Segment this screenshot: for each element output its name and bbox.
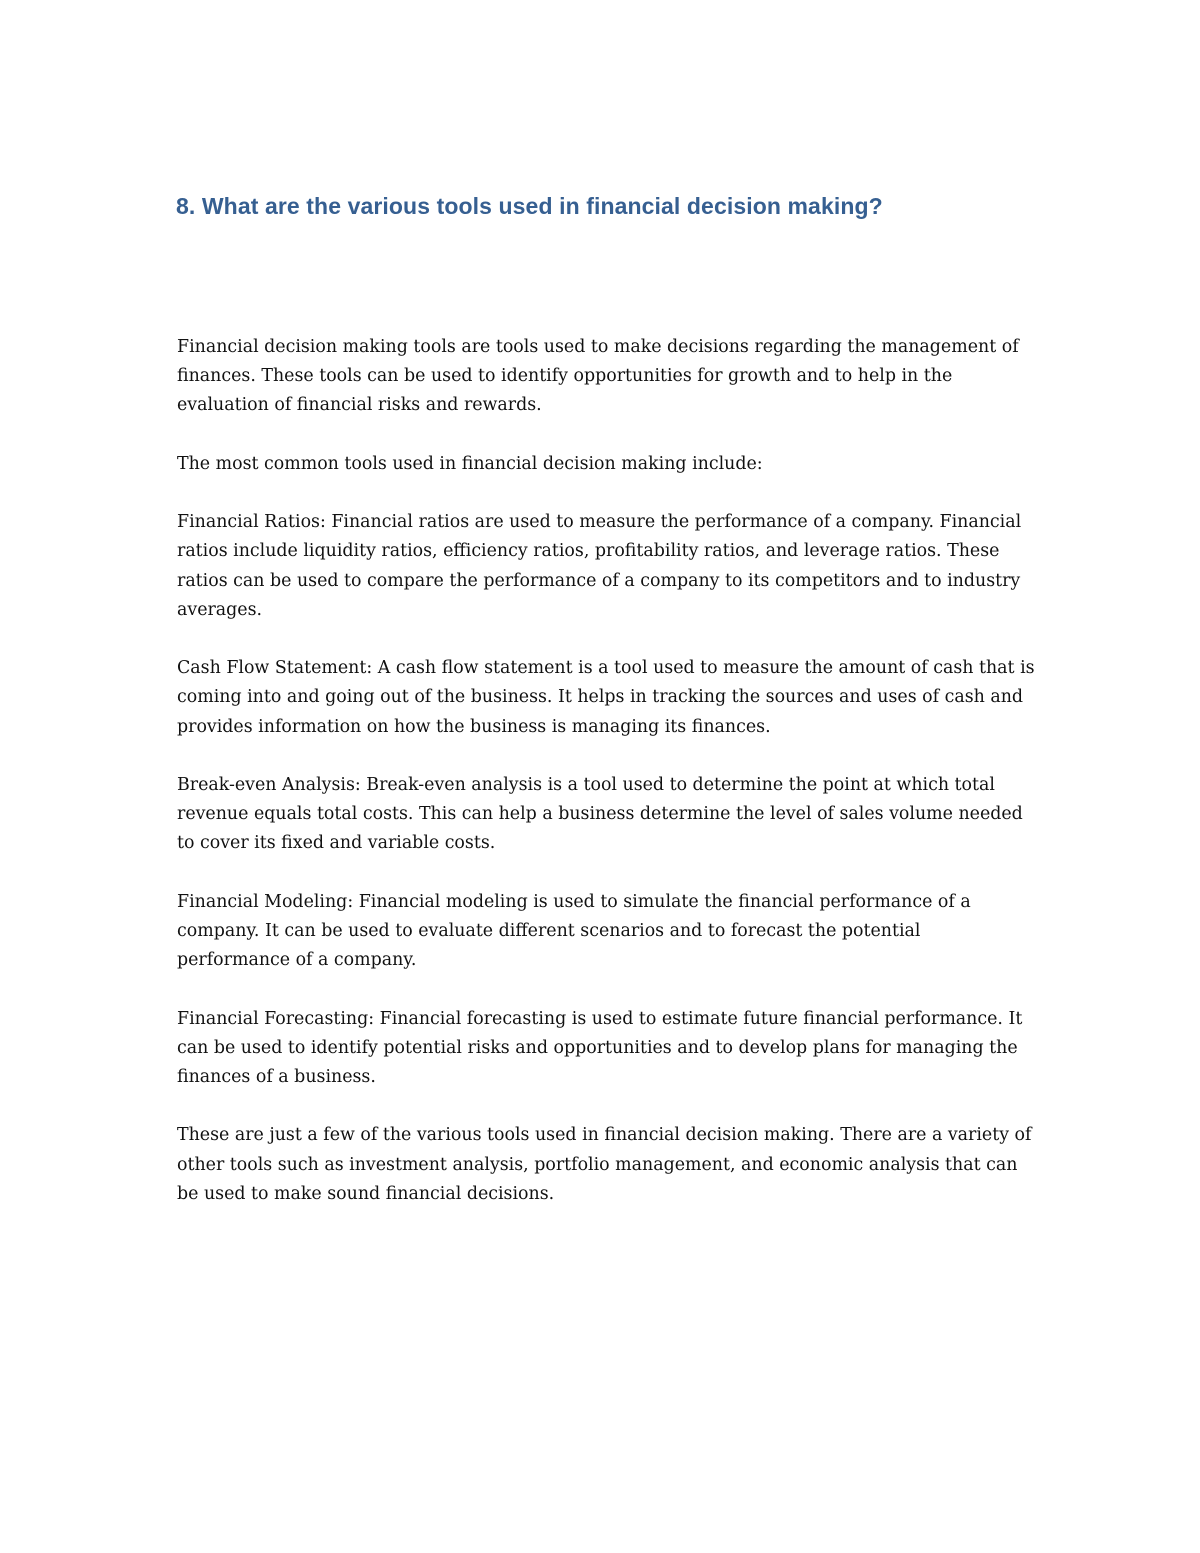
financial-ratios-paragraph: Financial Ratios: Financial ratios are used to measure the performance of a company. Financial ratios include liquidity ratios, efficiency ratios, profitability ratios, and leverage ratios. These ratios can be used to compare the performance of a company to its competitors and to industry averages.: [177, 512, 1022, 620]
intro-paragraph: Financial decision making tools are tools used to make decisions regarding the management of finances. These tools can be used to identify opportunities for growth and to help in the evaluation of financial risks and rewards.: [177, 337, 1019, 416]
break-even-analysis-paragraph: Break-even Analysis: Break-even analysis is a tool used to determine the point at which total revenue equals total costs. This can help a business determine the level of sales volume needed to cover its fixed and variable costs.: [177, 774, 1023, 854]
question-heading: 8. What are the various tools used in financial decision making?: [176, 193, 883, 219]
financial-forecasting-paragraph: Financial Forecasting: Financial forecasting is used to estimate future financial performance. It can be used to identify potential risks and opportunities and to develop plans for managing the finances of a business.: [177, 1008, 1023, 1087]
conclusion-paragraph: These are just a few of the various tools used in financial decision making. There are a variety of other tools such as investment analysis, portfolio management, and economic analysis that can be used to make sound financial decisions.: [177, 1125, 1032, 1204]
tools-lead-in-paragraph: The most common tools used in financial decision making include:: [177, 453, 763, 474]
cash-flow-statement-paragraph: Cash Flow Statement: A cash flow statement is a tool used to measure the amount of cash that is coming into and going out of the business. It helps in tracking the sources and uses of cash and provides information on how the business is managing its finances.: [177, 658, 1035, 737]
financial-modeling-paragraph: Financial Modeling: Financial modeling is used to simulate the financial performance of a company. It can be used to evaluate different scenarios and to forecast the potential performance of a company.: [177, 891, 971, 971]
answer-body: [177, 333, 1037, 1209]
